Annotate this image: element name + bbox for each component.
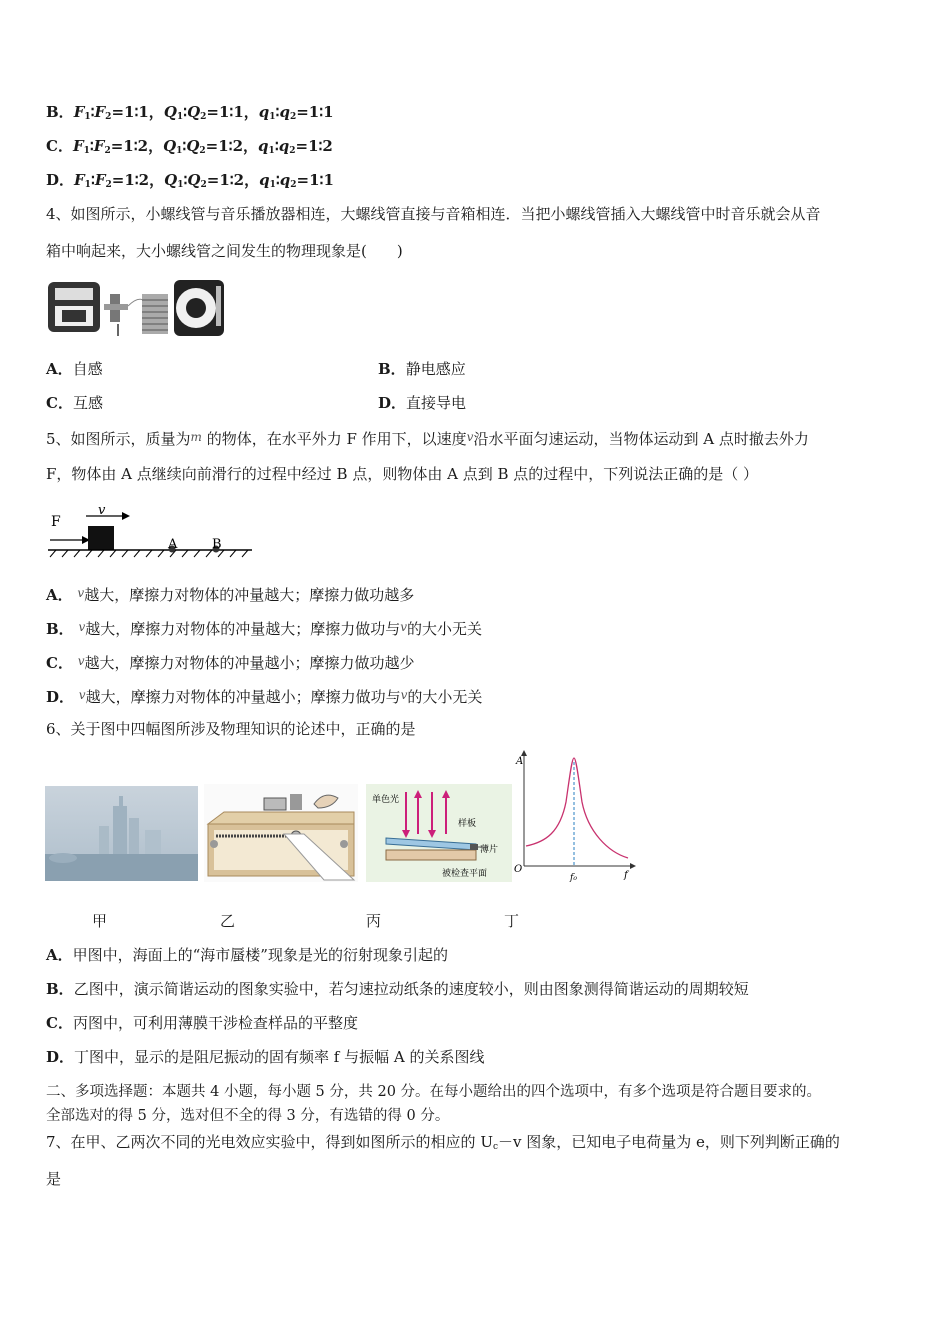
- section2-heading-line2: 全部选对的得 5 分，选对但不全的得 3 分，有选错的得 0 分。: [46, 1108, 450, 1124]
- q4-option-d[interactable]: D．直接导电: [378, 394, 467, 412]
- force-label: F: [51, 514, 61, 530]
- q4-stem-line1: 4、如图所示，小螺线管与音乐播放器相连，大螺线管直接与音箱相连．当把小螺线管插入大螺线管中时音乐就会从音: [46, 205, 821, 223]
- thin-film-figure: [366, 784, 512, 882]
- q5-block-figure: [46, 502, 256, 560]
- q6-option-d[interactable]: D．丁图中，显示的是阻尼振动的固有频率 f 与振幅 A 的关系图线: [46, 1048, 485, 1066]
- section2-heading-line1: 二、多项选择题：本题共 4 小题，每小题 5 分，共 20 分。在每小题给出的四个选项中，有多个选项是符合题目要求的。: [46, 1084, 822, 1100]
- caption-ding: 丁: [504, 912, 520, 930]
- q5-option-c[interactable]: C． $^v$越大，摩擦力对物体的冲量越小；摩擦力做功越少: [46, 654, 415, 672]
- q3-option-c[interactable]: C．$F_1∶F_2=1∶2$，$Q_1∶Q_2=1∶2$，$q_1∶q_2=1∶2$: [46, 137, 333, 156]
- point-a-label: A: [168, 537, 178, 552]
- caption-bing: 丙: [366, 912, 382, 930]
- q6-option-b[interactable]: B．乙图中，演示简谐运动的图象实验中，若匀速拉动纸条的速度较小，则由图象测得简谐运动的周期较短: [46, 980, 749, 998]
- caption-yi: 乙: [220, 912, 236, 930]
- film-label: 薄片: [480, 845, 499, 855]
- q5-option-b[interactable]: B． $^v$越大，摩擦力对物体的冲量越大；摩擦力做功与$^v$的大小无关: [46, 620, 483, 638]
- q6-stem: 6、关于图中四幅图所涉及物理知识的论述中，正确的是: [46, 720, 416, 738]
- q5-option-a[interactable]: A． $^v$越大，摩擦力对物体的冲量越大；摩擦力做功越多: [46, 586, 415, 604]
- q4-option-c[interactable]: C．互感: [46, 394, 103, 412]
- axis-a-label: A: [516, 756, 524, 767]
- q5-stem-line1: 5、如图所示，质量为$^m$ 的物体，在水平外力 F 作用下，以速度$^v$沿水平面匀速运动，当物体运动到 A 点时撤去外力: [46, 430, 809, 448]
- q7-stem-line2: 是: [46, 1170, 62, 1188]
- q6-option-a[interactable]: A．甲图中，海面上的“海市蜃楼”现象是光的衍射现象引起的: [46, 946, 448, 964]
- origin-label: O: [514, 864, 523, 875]
- shm-apparatus: [204, 784, 358, 882]
- q4-option-a[interactable]: A．自感: [46, 360, 103, 378]
- f0-label: f₀: [570, 873, 577, 883]
- block-shape: [88, 526, 114, 550]
- q7-stem-line1: 7、在甲、乙两次不同的光电效应实验中，得到如图所示的相应的 $U_c-v$ 图象，已知电子电荷量为 e，则下列判断正确的: [46, 1133, 840, 1152]
- resonance-chart: [512, 748, 636, 884]
- light-label: 单色光: [372, 795, 400, 805]
- q4-option-b[interactable]: B．静电感应: [378, 360, 466, 378]
- q6-option-c[interactable]: C．丙图中，可利用薄膜干涉检查样品的平整度: [46, 1014, 358, 1032]
- q3-option-b[interactable]: B．$F_1∶F_2=1∶1$，$Q_1∶Q_2=1∶1$，$q_1∶q_2=1∶1$: [46, 103, 334, 122]
- caption-jia: 甲: [92, 912, 108, 930]
- plane-label: 被检查平面: [442, 869, 488, 879]
- resonance-curve: [526, 758, 628, 858]
- q5-stem-line2: F，物体由 A 点继续向前滑行的过程中经过 B 点，则物体由 A 点到 B 点的过程中，下列说法正确的是（ ）: [46, 465, 759, 483]
- mirage-photo: [45, 786, 198, 881]
- sample-label: 样板: [458, 819, 477, 829]
- point-b-label: B: [212, 537, 222, 552]
- q4-solenoid-figure: [46, 276, 228, 338]
- q3-option-d[interactable]: D．$F_1∶F_2=1∶2$，$Q_1∶Q_2=1∶2$，$q_1∶q_2=1∶1$: [46, 171, 334, 190]
- velocity-label: v: [98, 503, 106, 518]
- axis-f-label: f: [624, 870, 628, 881]
- q4-stem-line2: 箱中响起来，大小螺线管之间发生的物理现象是( ): [46, 242, 403, 260]
- q5-option-d[interactable]: D． $^v$越大，摩擦力对物体的冲量越小；摩擦力做功与$^v$的大小无关: [46, 688, 483, 706]
